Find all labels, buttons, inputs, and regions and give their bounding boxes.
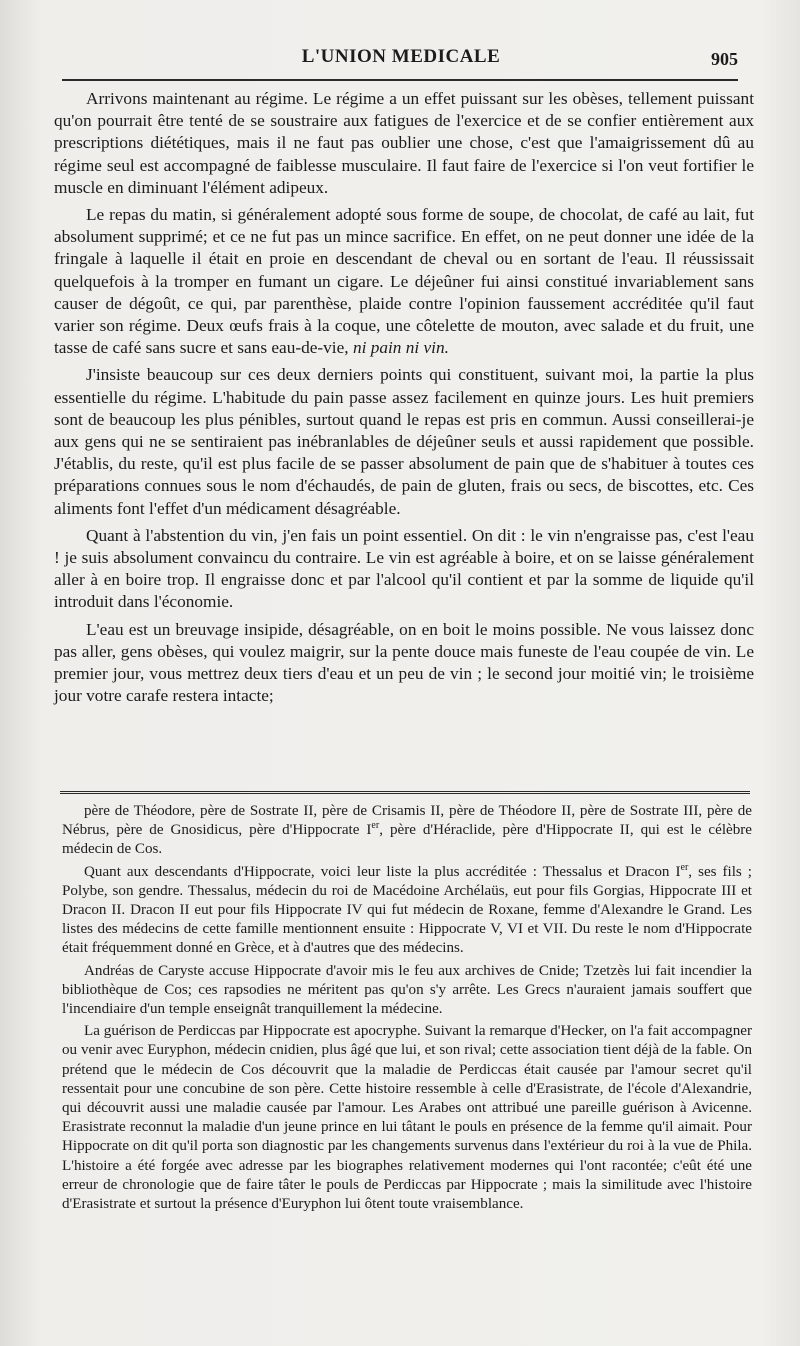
italic-phrase: ni pain ni vin. — [352, 338, 449, 358]
footnote-paragraph — [62, 802, 752, 860]
journal-title: L'UNION MEDICALE — [301, 46, 501, 67]
header-rule — [62, 79, 738, 81]
paragraph: L'eau est un breuvage insipide, désagréable, on en boit le moins possible. Ne vous laissez donc pas aller, gens obèses, qui voulez maigrir, sur la pente douce mais funeste de l'eau coupée de vin. Le premier jour, vous mettrez deux tiers d'eau et un peu de vin ; le second jour moitié vin; le troisième jour votre carafe restera intacte; — [54, 619, 754, 706]
paragraph: Quant à l'abstention du vin, j'en fais un point essentiel. On dit : le vin n'engraisse pas, c'est l'eau ! je suis absolument convaincu du contraire. Le vin est agréable à boire, et on se laisse généralement aller à en boire trop. Il engraisse donc et par l'alcool qu'il contient et par la somme de liquide qu'il introduit dans l'économie. — [54, 525, 754, 612]
footnote-text: père de Théodore, père de Sostrate II, père de Crisamis II, père de Théodore II, père de Sostrate III, père de Nébrus, père de Gnosidicus, père d'Hippocrate I — [62, 803, 752, 839]
footnote-paragraph: La guérison de Perdiccas par Hippocrate est apocryphe. Suivant la remarque d'Hecker, on l'a fait accompagner ou venir avec Euryphon, médecin cnidien, plus âgé que lui, et son rival; cette association tient déjà de la fable. On prétend que le médecin de Cos découvrit que la maladie de Perdiccas était causée par l'amour secret qu'il ressentait pour une concubine de son père. Cette histoire ressemble à celle d'Erasistrate, de l'école d'Alexandrie, qui découvrit aussi une maladie causée par l'amour. Les Arabes ont attribué une pareille guérison à Avicenne. Erasistrate reconnut la maladie d'un jeune prince en lui tâtant le pouls en présence de la femme qu'il aimait. Pour Hippocrate on dit qu'il porta son diagnostic par les changements survenus dans l'extérieur du roi à la vue de Phila. L'histoire a été forgée avec adresse par les biographes relativement modernes qui l'ont racontée; c'eût été une erreur de chronologie que de faire tâter le pouls de Perdiccas par Hippocrate ; mais la similitude avec l'histoire d'Erasistrate et surtout la présence d'Euryphon lui ôtent toute vraisemblance. — [62, 1023, 752, 1213]
footnotes — [62, 802, 752, 1217]
paragraph — [54, 204, 754, 359]
footnote-paragraph — [62, 863, 752, 959]
footnote-paragraph: Andréas de Caryste accuse Hippocrate d'avoir mis le feu aux archives de Cnide; Tzetzès lui fait incendier la bibliothèque de Cos; ces rapsodies ne méritent pas qu'on s'y arrête. Les Grecs n'auraient jamais souffert que l'incendiaire d'un temple enseignât tranquillement la médecine. — [62, 962, 752, 1018]
paragraph: J'insiste beaucoup sur ces deux derniers points qui constituent, suivant moi, la partie la plus essentielle du régime. L'habitude du pain passe assez facilement en quinze jours. Les huit premiers sont de beaucoup les plus pénibles, surtout quand le repas est pris en commun. Aussi conseillerai-je aux gens qui ne se sentiraient pas inébranlables de déjeûner seuls et aussi rapidement que possible. J'établis, du reste, qu'il est plus facile de se passer absolument de pain que de s'habituer à toutes ces préparations connues sous le nom d'échaudés, de pain de gluten, frais ou secs, de biscottes, etc. Ces aliments font l'effet d'un médicament désagréable. — [54, 365, 754, 518]
page-number: 905 — [711, 49, 738, 69]
footnote-text: Quant aux descendants d'Hippocrate, voici leur liste la plus accréditée : Thessalus et Dracon I — [84, 863, 681, 880]
footnote-text: , père d'Héraclide, père d'Hippocrate II, qui est le célèbre médecin de Cos. — [62, 822, 752, 858]
superscript: er — [680, 861, 689, 873]
footnote-rule — [60, 791, 750, 794]
superscript: er — [371, 820, 380, 832]
main-text — [54, 88, 754, 712]
paragraph-text: Le repas du matin, si généralement adopté sous forme de soupe, de chocolat, de café au lait, fut absolument supprimé; et ce ne fut pas un mince sacrifice. En effet, on ne peut donner une idée de la fringale à laquelle il était en proie en descendant de cheval ou en sortant de l'eau. Il réussissait quelquefois à la tromper en fumant un cigare. Le déjeûner fui ainsi constitué invariablement sans causer de dégoût, ce qui, par parenthèse, plaide contre l'opinion faussement accréditée qu'il faut varier son régime. Deux œufs frais à la coque, une côtelette de mouton, avec salade et du fruit, une tasse de café sans sucre et sans eau-de-vie, — [54, 205, 754, 358]
running-header — [60, 46, 742, 70]
footnote-text: , ses fils ; Polybe, son gendre. Thessalus, médecin du roi de Macédoine Archélaüs, eut pour fils Gorgias, Hippocrate III et Dracon II. Dracon II eut pour fils Hippocrate IV qui fut médecin de Roxane, femme d'Alexandre le Grand. Les listes des médecins de cette famille mentionnent ensuite : Hippocrate V, VI et VII. Du reste le nom d'Hippocrate était fréquemment donné en Grèce, et à d'autres que des médecins. — [62, 863, 752, 957]
paragraph: Arrivons maintenant au régime. Le régime a un effet puissant sur les obèses, tellement puissant qu'on pourrait être tenté de se soustraire aux fatigues de l'exercice et de se confier entièrement aux prescriptions diététiques, mais il ne faut pas oublier une chose, c'est que l'amaigrissement dû au régime seul est accompagné de faiblesse musculaire. Il faut faire de l'exercice si l'on veut fortifier le muscle en diminuant l'élément adipeux. — [54, 89, 754, 197]
